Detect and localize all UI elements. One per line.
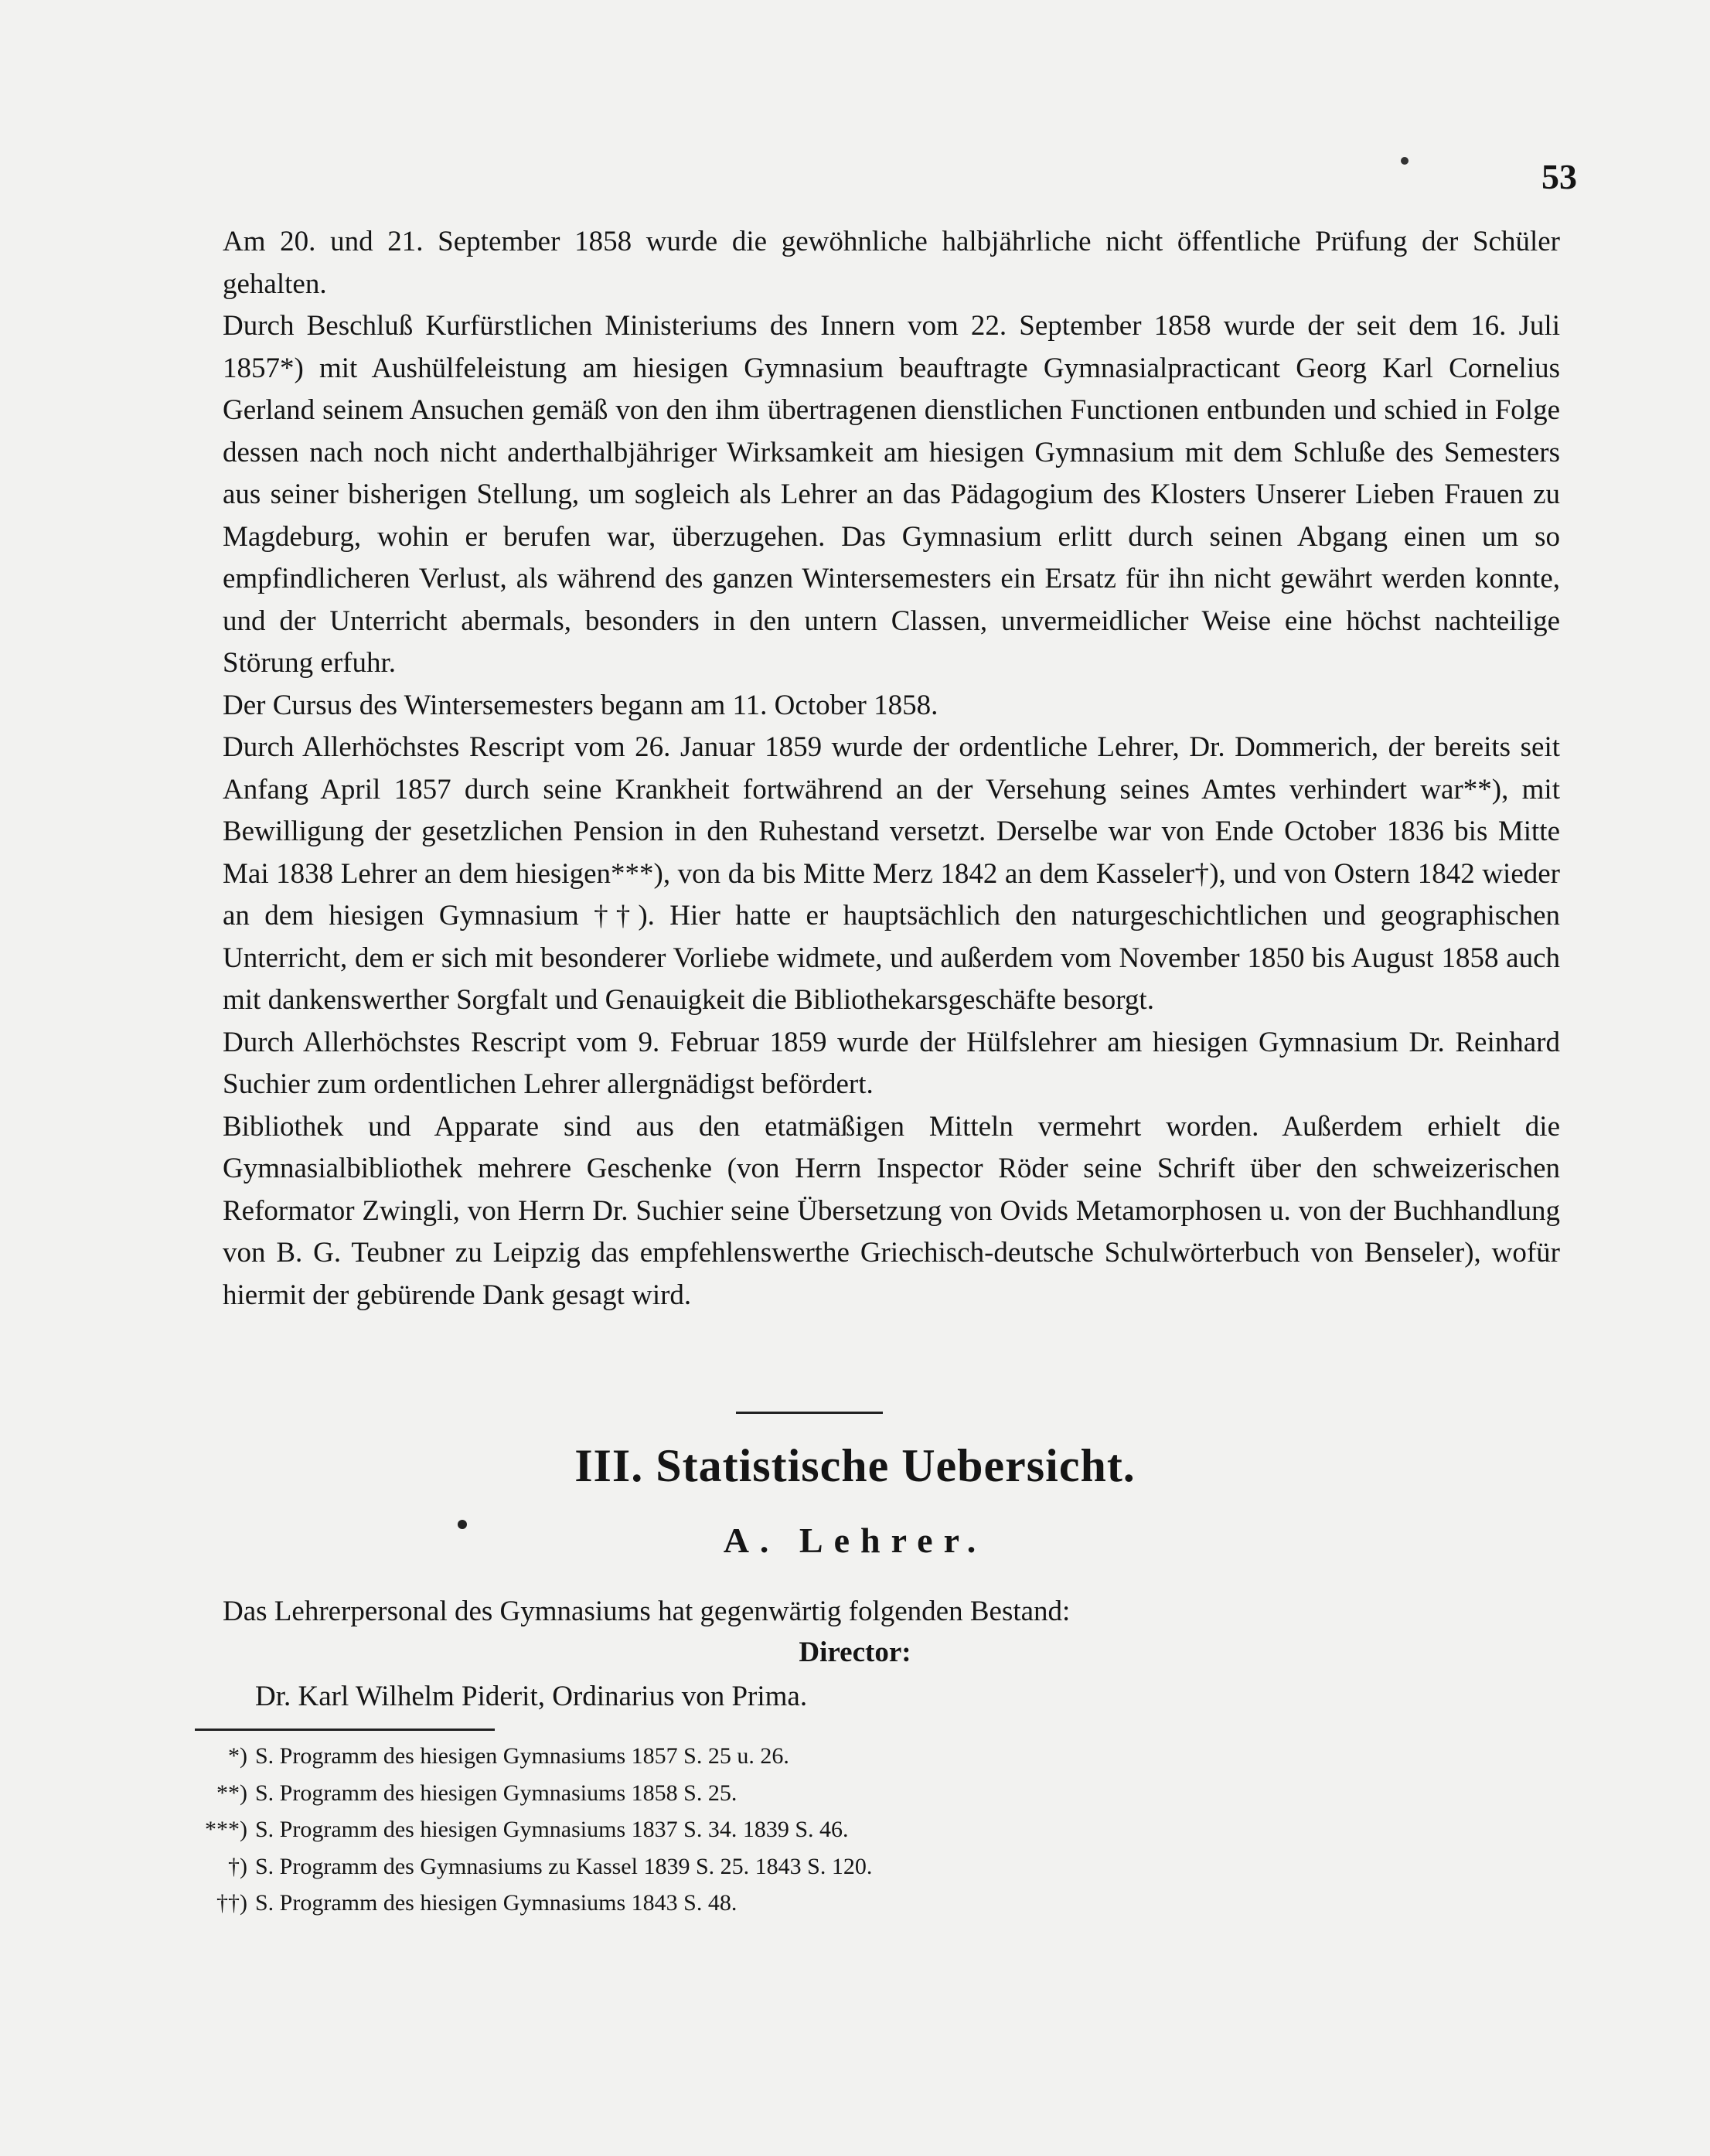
staff-intro: Das Lehrerpersonal des Gymnasiums hat gegenwärtig folgenden Bestand: — [223, 1596, 1071, 1627]
footnotes — [155, 1738, 1314, 1922]
body-text — [223, 221, 1560, 1316]
footnote-rule — [195, 1729, 495, 1731]
page-number: 53 — [1541, 157, 1577, 196]
footnote-mark: ***) — [205, 1817, 247, 1842]
footnote — [155, 1848, 1314, 1885]
footnote-mark: *) — [228, 1743, 247, 1769]
footnote — [155, 1738, 1314, 1775]
footnote-text: S. Programm des hiesigen Gymnasiums 1858 S. 25. — [255, 1780, 737, 1806]
footnote — [155, 1775, 1314, 1812]
paragraph-library: Bibliothek und Apparate sind aus den etatmäßigen Mitteln vermehrt worden. Außerdem erhielt die Gymnasialbibliothek mehrere Geschenke (von Herrn Inspector Röder seine Schrift über den schweizerischen Reformator Zwingli, von Herrn Dr. Suchier seine Übersetzung von Ovids Metamorphosen u. von der Buchhandlung von B. G. Teubner zu Leipzig das empfehlenswerthe Griechisch-deutsche Schulwörterbuch von Benseler), wofür hiermit der gebürende Dank gesagt wird. — [223, 1110, 1560, 1311]
paragraph-winter-course: Der Cursus des Wintersemesters begann am 11. October 1858. — [223, 689, 938, 721]
section-heading: III. Statistische Uebersicht. — [574, 1440, 1136, 1491]
paragraph-dommerich: Durch Allerhöchstes Rescript vom 26. Januar 1859 wurde der ordentliche Lehrer, Dr. Dommerich, der bereits seit Anfang April 1857 durch seine Krankheit fortwährend an der Versehung seines Amtes verhindert war**), mit Bewilligung der gesetzlichen Pension in den Ruhestand versetzt. Derselbe war von Ende October 1836 bis Mitte Mai 1838 Lehrer an dem hiesigen***), von da bis Mitte Merz 1842 an dem Kasseler†), und von Ostern 1842 wieder an dem hiesigen Gymnasium ††). Hier hatte er hauptsächlich den naturgeschichtlichen und geographischen Unterricht, dem er sich mit besonderer Vorliebe widmete, und außerdem vom November 1850 bis August 1858 auch mit dankenswerther Sorgfalt und Genauigkeit die Bibliothekarsgeschäfte besorgt. — [223, 731, 1560, 1016]
footnote-text: S. Programm des Gymnasiums zu Kassel 1839 S. 25. 1843 S. 120. — [255, 1853, 873, 1879]
footnote-mark: †) — [228, 1853, 247, 1879]
footnote-text: S. Programm des hiesigen Gymnasiums 1843 S. 48. — [255, 1890, 737, 1916]
section-divider — [736, 1412, 883, 1414]
sub-heading: A. Lehrer. — [723, 1521, 987, 1560]
footnote-text: S. Programm des hiesigen Gymnasiums 1857 S. 25 u. 26. — [255, 1743, 789, 1769]
footnote-mark: **) — [216, 1780, 247, 1806]
footnote-text: S. Programm des hiesigen Gymnasiums 1837 S. 34. 1839 S. 46. — [255, 1817, 849, 1842]
footnote — [155, 1811, 1314, 1848]
paragraph-suchier: Durch Allerhöchstes Rescript vom 9. Februar 1859 wurde der Hülfslehrer am hiesigen Gymnasium Dr. Reinhard Suchier zum ordentlichen Lehrer allergnädigst befördert. — [223, 1026, 1560, 1100]
footnote-mark: ††) — [216, 1890, 247, 1916]
paragraph-gerland: Durch Beschluß Kurfürstlichen Ministeriums des Innern vom 22. September 1858 wurde der seit dem 16. Juli 1857*) mit Aushülfeleistung am hiesigen Gymnasium beauftragte Gymnasialpracticant Georg Karl Cornelius Gerland seinem Ansuchen gemäß von den ihm übertragenen dienstlichen Functionen entbunden und schied in Folge dessen nach noch nicht anderthalbjähriger Wirksamkeit am hiesigen Gymnasium mit dem Schluße des Semesters aus seiner bisherigen Stellung, um sogleich als Lehrer an das Pädagogium des Klosters Unserer Lieben Frauen zu Magdeburg, wohin er berufen war, überzugehen. Das Gymnasium erlitt durch seinen Abgang einen um so empfindlicheren Verlust, als während des ganzen Wintersemesters ein Ersatz für ihn nicht gewährt werden konnte, und der Unterricht abermals, besonders in den untern Classen, unvermeidlicher Weise eine höchst nachteilige Störung erfuhr. — [223, 310, 1560, 679]
footnote — [155, 1885, 1314, 1922]
director-name: Dr. Karl Wilhelm Piderit, Ordinarius von Prima. — [255, 1681, 808, 1712]
ink-dot — [1401, 157, 1409, 165]
director-label: Director: — [799, 1637, 911, 1668]
paragraph-exam: Am 20. und 21. September 1858 wurde die gewöhnliche halbjährliche nicht öffentliche Prüfung der Schüler gehalten. — [223, 226, 1560, 300]
